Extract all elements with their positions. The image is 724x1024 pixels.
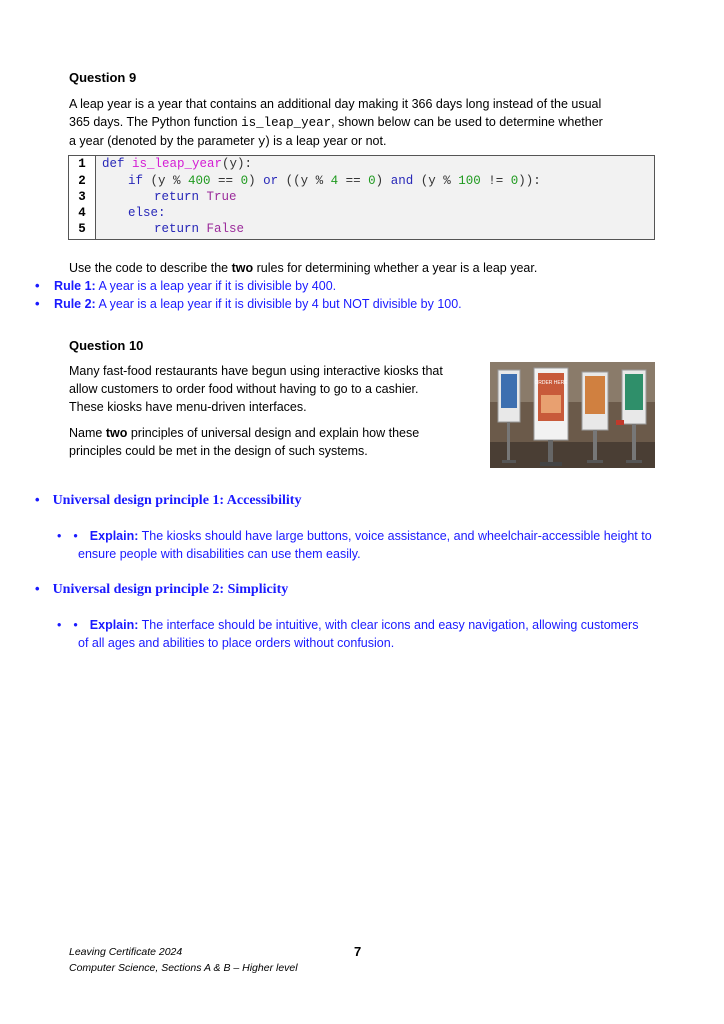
code-line-1	[102, 157, 252, 171]
kiosk-stand	[593, 430, 597, 462]
code-text: ==	[338, 174, 369, 188]
code-text: )):	[518, 174, 541, 188]
number: 0	[240, 174, 249, 188]
heading-text: Universal design principle 2: Simplicity	[52, 582, 289, 597]
principle-1-explanation	[57, 527, 702, 563]
kiosk-screen-image	[541, 395, 561, 413]
principle-1-heading	[35, 492, 301, 509]
heading-text: Universal design principle 1: Accessibility	[52, 493, 302, 508]
explain-label: Explain:	[89, 618, 139, 632]
bullet-icon: •	[57, 529, 62, 543]
explanation-line-1	[57, 616, 702, 634]
kiosk-screen	[501, 374, 517, 408]
code-text: (y):	[222, 157, 253, 171]
keyword: or	[263, 174, 279, 188]
floor	[490, 442, 655, 468]
kiosk-base	[587, 460, 603, 463]
keyword: def	[102, 157, 133, 171]
principle-2-heading	[35, 581, 288, 598]
code-text: )	[248, 174, 264, 188]
line-number: 2	[78, 174, 86, 188]
constant: True	[206, 190, 237, 204]
bullet-icon: •	[35, 492, 40, 507]
number: 0	[510, 174, 519, 188]
code-text: (y %	[413, 174, 459, 188]
intro-line-3	[69, 132, 669, 151]
footer-exam-subtitle: Computer Science, Sections A & B – Higher level	[69, 962, 298, 974]
code-line-5	[154, 222, 244, 236]
text: 365 days. The Python function	[69, 115, 242, 129]
line-number: 5	[78, 222, 86, 236]
number: 0	[368, 174, 376, 188]
task-line-1	[69, 424, 484, 442]
intro-line-2: allow customers to order food without having to go to a cashier.	[69, 382, 419, 396]
kiosk-illustration	[490, 362, 655, 468]
explanation-line-1	[57, 527, 702, 545]
kiosk-base	[626, 460, 642, 463]
text: ) is a leap year or not.	[265, 134, 387, 148]
question-9-title: Question 9	[69, 70, 137, 85]
line-number: 4	[78, 206, 86, 220]
keyword: else:	[128, 206, 166, 220]
card-reader	[616, 420, 624, 425]
kiosk-sign: ORDER HERE	[534, 380, 568, 386]
question-10-intro	[69, 362, 484, 416]
text: Name	[69, 426, 106, 440]
text: , shown below can be used to determine whether	[331, 115, 603, 129]
footer-exam-title: Leaving Certificate 2024	[69, 946, 183, 958]
constant: False	[206, 222, 245, 236]
question-10-title: Question 10	[69, 338, 144, 353]
code-text: !=	[480, 174, 511, 188]
code-text: ==	[210, 174, 241, 188]
rule-1-answer	[35, 277, 336, 295]
emphasis: two	[105, 426, 128, 440]
keyword: return	[154, 222, 207, 236]
keyword: return	[154, 190, 207, 204]
keyword: and	[390, 174, 414, 188]
bullet-icon: •	[35, 581, 40, 596]
kiosk-base	[540, 462, 562, 466]
number: 400	[188, 174, 211, 188]
text: rules for determining whether a year is a leap year.	[253, 261, 538, 275]
code-text: (y %	[150, 174, 189, 188]
bullet-icon: •	[73, 618, 78, 632]
bullet-icon: •	[35, 296, 40, 311]
intro-line-1: Many fast-food restaurants have begun using interactive kiosks that	[69, 364, 443, 378]
inline-code: is_leap_year	[241, 116, 332, 130]
code-text: )	[375, 174, 391, 188]
question-10-task	[69, 424, 484, 460]
line-number: 1	[78, 157, 86, 171]
explain-text: The kiosks should have large buttons, voice assistance, and wheelchair-accessible height to	[138, 529, 652, 543]
bullet-icon: •	[73, 529, 78, 543]
emphasis: two	[231, 261, 254, 275]
line-number-gutter	[69, 156, 96, 239]
text: principles of universal design and explain how these	[127, 426, 420, 440]
principle-2-explanation	[57, 616, 702, 652]
line-number: 3	[78, 190, 86, 204]
answer-label: Rule 2:	[54, 297, 96, 311]
answer-label: Rule 1:	[54, 279, 96, 293]
question-9-instruction	[69, 259, 537, 277]
text: Use the code to describe the	[69, 261, 232, 275]
bullet-icon: •	[35, 278, 40, 293]
explain-text: The interface should be intuitive, with clear icons and easy navigation, allowing customers	[138, 618, 639, 632]
answer-text: A year is a leap year if it is divisible by 400.	[95, 279, 337, 293]
code-text: ((y %	[278, 174, 331, 188]
kiosk-base	[502, 460, 516, 463]
kiosk-photo	[490, 362, 655, 468]
code-line-3	[154, 190, 237, 204]
code-line-2	[128, 174, 541, 188]
explain-label: Explain:	[89, 529, 139, 543]
intro-line-1: A leap year is a year that contains an additional day making it 366 days long instead of the usual	[69, 97, 602, 111]
kiosk-stand	[507, 422, 510, 462]
answer-text: A year is a leap year if it is divisible by 4 but NOT divisible by 100.	[95, 297, 462, 311]
page-number: 7	[354, 944, 362, 959]
kiosk-stand	[632, 424, 636, 462]
function-name: is_leap_year	[132, 157, 223, 171]
rule-2-answer	[35, 295, 462, 313]
bullet-icon: •	[57, 618, 62, 632]
kiosk-screen	[585, 376, 605, 414]
explanation-line-2: ensure people with disabilities can use them easily.	[78, 547, 361, 561]
kiosk-stand	[548, 440, 553, 464]
keyword: if	[128, 174, 151, 188]
intro-line-2	[69, 113, 669, 132]
question-9-intro	[69, 95, 669, 151]
text: a year (denoted by the parameter	[69, 134, 259, 148]
kiosk-screen	[625, 374, 643, 410]
explanation-line-2: of all ages and abilities to place orders without confusion.	[78, 636, 395, 650]
number: 100	[458, 174, 481, 188]
task-line-2: principles could be met in the design of such systems.	[69, 444, 368, 458]
number: 4	[330, 174, 339, 188]
intro-line-3: These kiosks have menu-driven interfaces.	[69, 400, 307, 414]
inline-code: y	[258, 135, 266, 149]
code-line-4	[128, 206, 166, 220]
code-listing	[68, 155, 655, 240]
